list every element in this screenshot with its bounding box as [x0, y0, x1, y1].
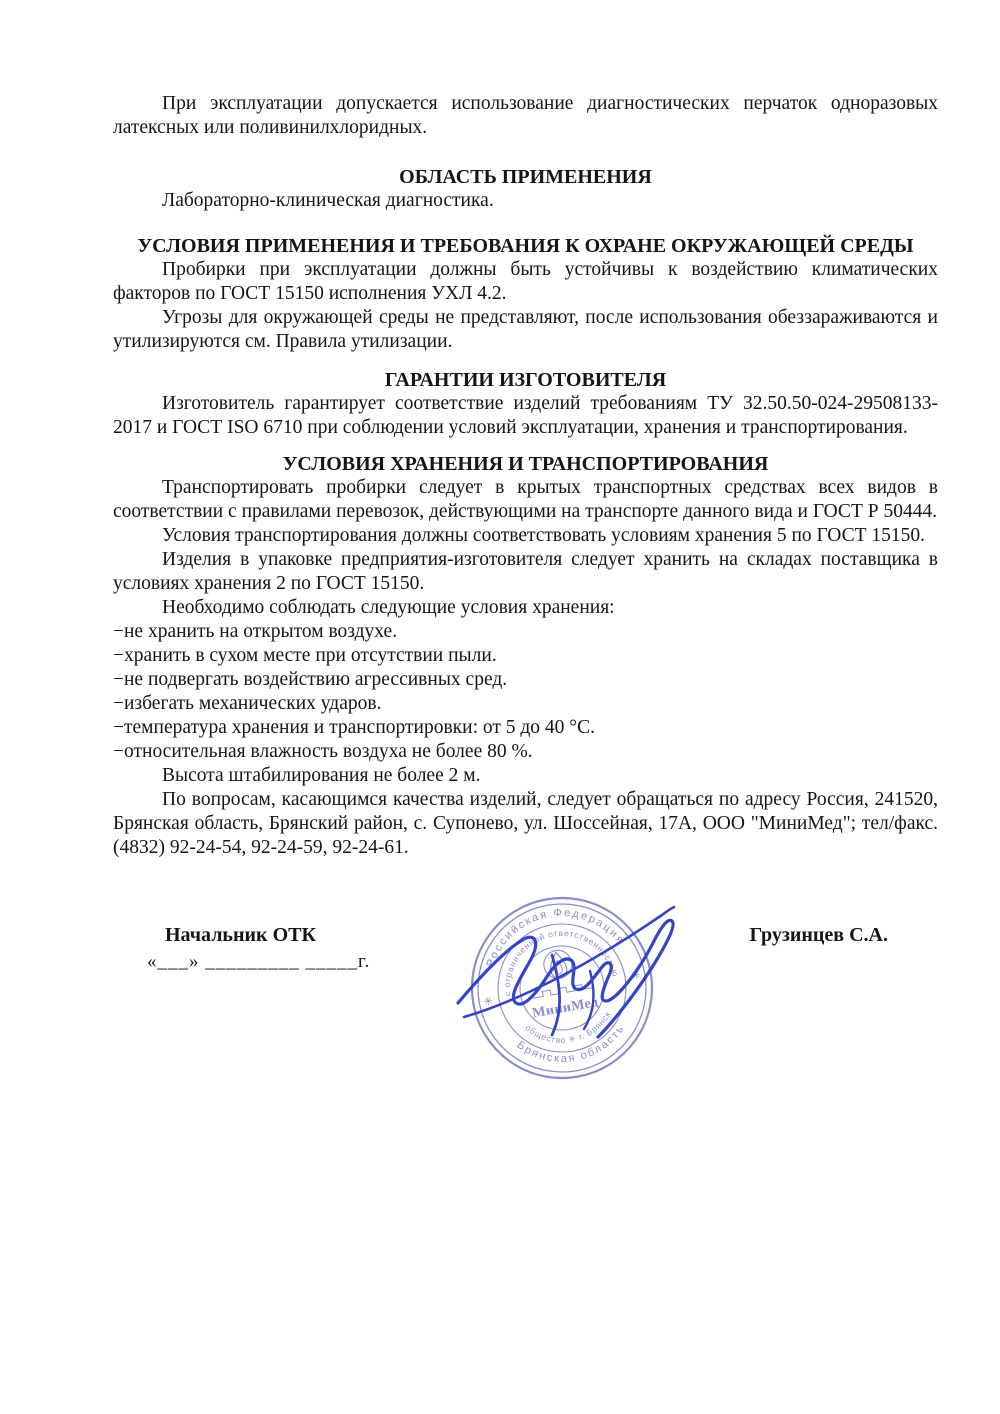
- stamp-company-name: МиниМед: [531, 994, 600, 1022]
- paragraph: Лабораторно-клиническая диагностика.: [162, 190, 494, 211]
- sections-container: [113, 165, 938, 860]
- signatory-title: Начальник ОТК: [165, 924, 316, 946]
- signatory-name: Грузинцев С.А.: [749, 924, 888, 946]
- paragraph: Транспортировать пробирки следует в крытых транспортных средствах всех видов в соответствии с правилами перевозок, действующими на транспорте данного вида и ГОСТ Р 50444.: [113, 477, 938, 522]
- storage-condition-item: −относительная влажность воздуха не более 80 %.: [113, 741, 533, 762]
- section-heading: ГАРАНТИИ ИЗГОТОВИТЕЛЯ: [384, 369, 667, 391]
- storage-condition-item: −хранить в сухом месте при отсутствии пыли.: [113, 645, 497, 666]
- section-1: [113, 234, 938, 354]
- stamp-ring-inner-bottom-text: общество ✳ г. Брянск: [523, 1009, 613, 1046]
- section-0: [113, 165, 938, 213]
- paragraph: Изделия в упаковке предприятия-изготовителя следует хранить на складах поставщика в условиях хранения 2 по ГОСТ 15150.: [113, 549, 938, 594]
- section-heading: ОБЛАСТЬ ПРИМЕНЕНИЯ: [399, 166, 652, 188]
- signatory-left: [113, 922, 370, 976]
- paragraph: Необходимо соблюдать следующие условия хранения:: [162, 597, 615, 618]
- storage-condition-item: −не хранить на открытом воздухе.: [113, 621, 398, 642]
- paragraph: Изготовитель гарантирует соответствие изделий требованиям ТУ 32.50.50-024-29508133-2017 и ГОСТ ISO 6710 при соблюдении условий эксплуатации, хранения и транспортирования.: [113, 393, 938, 438]
- autograph-short-tail-stroke: [584, 971, 593, 1029]
- paragraph: Пробирки при эксплуатации должны быть устойчивы к воздействию климатических факторов по ГОСТ 15150 исполнения УХЛ 4.2.: [113, 259, 938, 304]
- paragraph: По вопросам, касающимся качества изделий, следует обращаться по адресу Россия, 241520, Брянская область, Брянский район, с. Супонево, ул. Шоссейная, 17А, ООО "МиниМед"; тел/факс. (4832) 92-24-54, 92-24-59, 92-24-61.: [113, 789, 938, 858]
- autograph-main-stroke: [458, 920, 673, 1037]
- section-2: [113, 368, 938, 440]
- storage-condition-item: −температура хранения и транспортировки: от 5 до 40 °С.: [113, 717, 595, 738]
- stamp-ring-outer-top-text: Российская Федерация: [484, 906, 627, 969]
- stamp-star-left-icon: ✳: [482, 995, 494, 1009]
- section-3: [113, 452, 938, 860]
- stamp-star-right-icon: ✳: [630, 969, 642, 983]
- section-heading: УСЛОВИЯ ПРИМЕНЕНИЯ И ТРЕБОВАНИЯ К ОХРАНЕ ОКРУЖАЮЩЕЙ СРЕДЫ: [137, 235, 914, 257]
- storage-condition-item: −не подвергать воздействию агрессивных сред.: [113, 669, 508, 690]
- paragraph: Угрозы для окружающей среды не представляют, после использования обеззараживаются и утилизируются см. Правила утилизации.: [113, 307, 938, 352]
- handwritten-signature: [440, 885, 690, 1055]
- storage-condition-item: −избегать механических ударов.: [113, 693, 382, 714]
- intro-paragraph: При эксплуатации допускается использование диагностических перчаток одноразовых латексных или поливинилхлоридных.: [113, 93, 938, 138]
- paragraph: Высота штабилирования не более 2 м.: [162, 765, 481, 786]
- stamp-ring-inner-top-text: с ограниченной ответственностью: [501, 927, 621, 997]
- autograph-svg: [440, 885, 690, 1055]
- paragraph: Условия транспортирования должны соответствовать условиям хранения 5 по ГОСТ 15150.: [162, 525, 926, 546]
- stamp-ring-outer-bottom-text: Брянская область: [514, 1022, 628, 1066]
- document-content: [113, 0, 938, 976]
- section-heading: УСЛОВИЯ ХРАНЕНИЯ И ТРАНСПОРТИРОВАНИЯ: [282, 453, 769, 475]
- date-fill-in-line: «___» _________ _____г.: [147, 951, 371, 972]
